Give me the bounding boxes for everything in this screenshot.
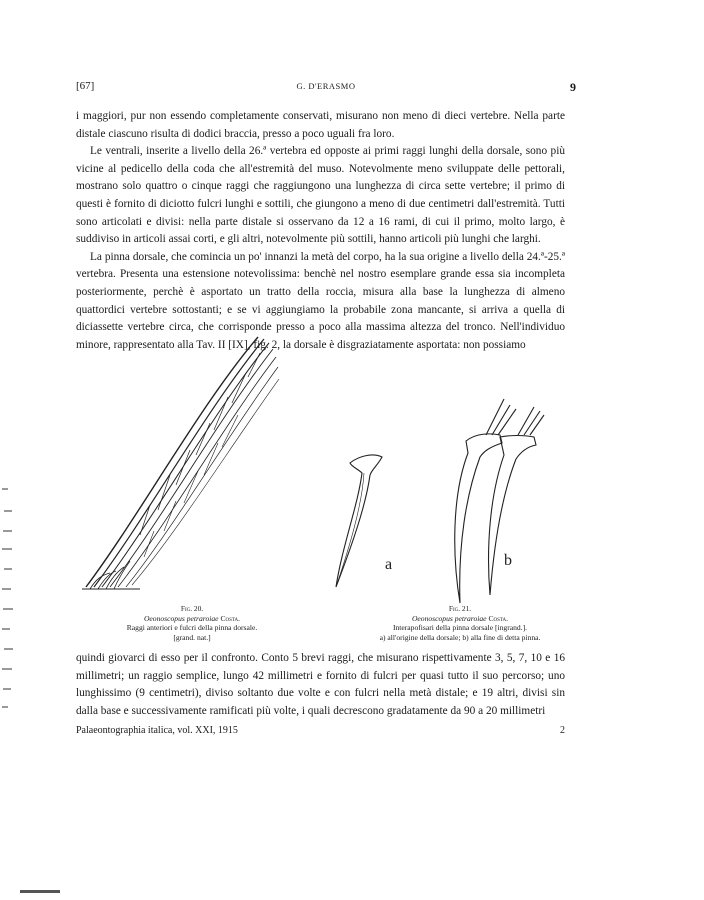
fig20-species-line [82, 614, 302, 624]
fig21-subcaption: a) all'origine della dorsale; b) alla fine di detta pinna. [379, 632, 541, 642]
body-text-top [76, 108, 565, 354]
fig20-scale: [grand. nat.] [173, 632, 211, 642]
fig21-species-line [345, 614, 575, 624]
fig20-description: Raggi anteriori e fulcri della pinna dorsale. [126, 623, 258, 633]
paragraph: i maggiori, pur non essendo completamente conservati, misurano non meno di dieci vertebre. Nella parte distale ciascuno risulta di dodici braccia, presso a poco uguali fra loro. [76, 110, 565, 140]
signature-mark: 2 [560, 725, 565, 736]
body-text-bottom [76, 650, 565, 720]
scan-edge-mark [20, 890, 60, 893]
paragraph: Le ventrali, inserite a livello della 26.ª vertebra ed opposte ai primi raggi lunghi della dorsale, sono più vicine al pedicello della coda che all'estremità del muso. Notevolmente meno sviluppate delle pettorali, mostrano solo quattro o cinque raggi che raggiungono una lunghezza di circa sette vertebre; il primo di questi è fornito di diciotto fulcri lunghi e sottili, che giungono a meno di due centimetri dall'estremità. Tutti sono articolati e divisi: nella parte distale si osservano da 12 a 16 rami, di cui il primo, molto largo, è suddiviso in articoli assai corti, e gli altri, notevolmente più sottili, hanno articoli più lunghi che larghi. [76, 145, 565, 246]
folio-number: 9 [570, 80, 576, 94]
fig21-caption [345, 604, 575, 642]
fig21b-drawing [455, 399, 544, 603]
fig21b-label: b [504, 552, 512, 569]
fig21-number: Fig. 21. [448, 604, 472, 613]
fig20-species-author: Costa. [220, 613, 241, 623]
fig20-species: Oeonoscopus petraroiae [143, 613, 219, 623]
bleed-through-marks [0, 480, 14, 720]
fig21-species-author: Costa. [488, 613, 509, 623]
journal-citation: Palaeontographia italica, vol. XXI, 1915 [76, 725, 238, 736]
paragraph: quindi giovarci di esso per il confronto. Conto 5 brevi raggi, che misurano rispettivamente 3, 5, 7, 10 e 16 millimetri; un raggio semplice, lungo 42 millimetri e fornito di fulcri per quasi tutto il suo percorso; uno lunghissimo (9 centimetri), diviso soltanto due volte e con fulcri nella metà distale; e 19 altri, divisi sin dalla base e successivamente ramificati più volte, i quali decrescono gradatamente da 90 a 20 millimetri [76, 652, 565, 717]
figures-area [80, 335, 570, 605]
fig21-species: Oeonoscopus petraroiae [411, 613, 487, 623]
paragraph: La pinna dorsale, che comincia un po' innanzi la metà del corpo, ha la sua origine a livello della 24.ª-25.ª vertebra. Presenta una estensione notevolissima: benchè nel nostro esemplare grande essa sia incompleta posteriormente, perchè è asportato un tratto della roccia, misura alla base la lunghezza di almeno quattordici vertebre sottostanti; e se vi aggiungiamo la probabile zona mancante, si arriva a quella di diciassette vertebre circa, che corrisponde presso a poco alla massima altezza del tronco. Nell'individuo minore, rappresentato alla Tav. II [IX], fig. 2, la dorsale è disgraziatamente asportata: non possiamo [76, 250, 565, 351]
running-author: G. D'ERASMO [296, 81, 356, 91]
fig20-caption [82, 604, 302, 642]
fig21a-drawing [336, 455, 382, 587]
fig20-drawing [82, 337, 279, 589]
fig20-number: Fig. 20. [180, 604, 204, 613]
bracket-page-number: [67] [76, 80, 95, 92]
figure-drawings [80, 335, 570, 605]
fig21a-label: a [385, 556, 393, 573]
fig21-description: Interapofisari della pinna dorsale [ingrand.]. [392, 623, 528, 633]
running-header [76, 80, 576, 96]
